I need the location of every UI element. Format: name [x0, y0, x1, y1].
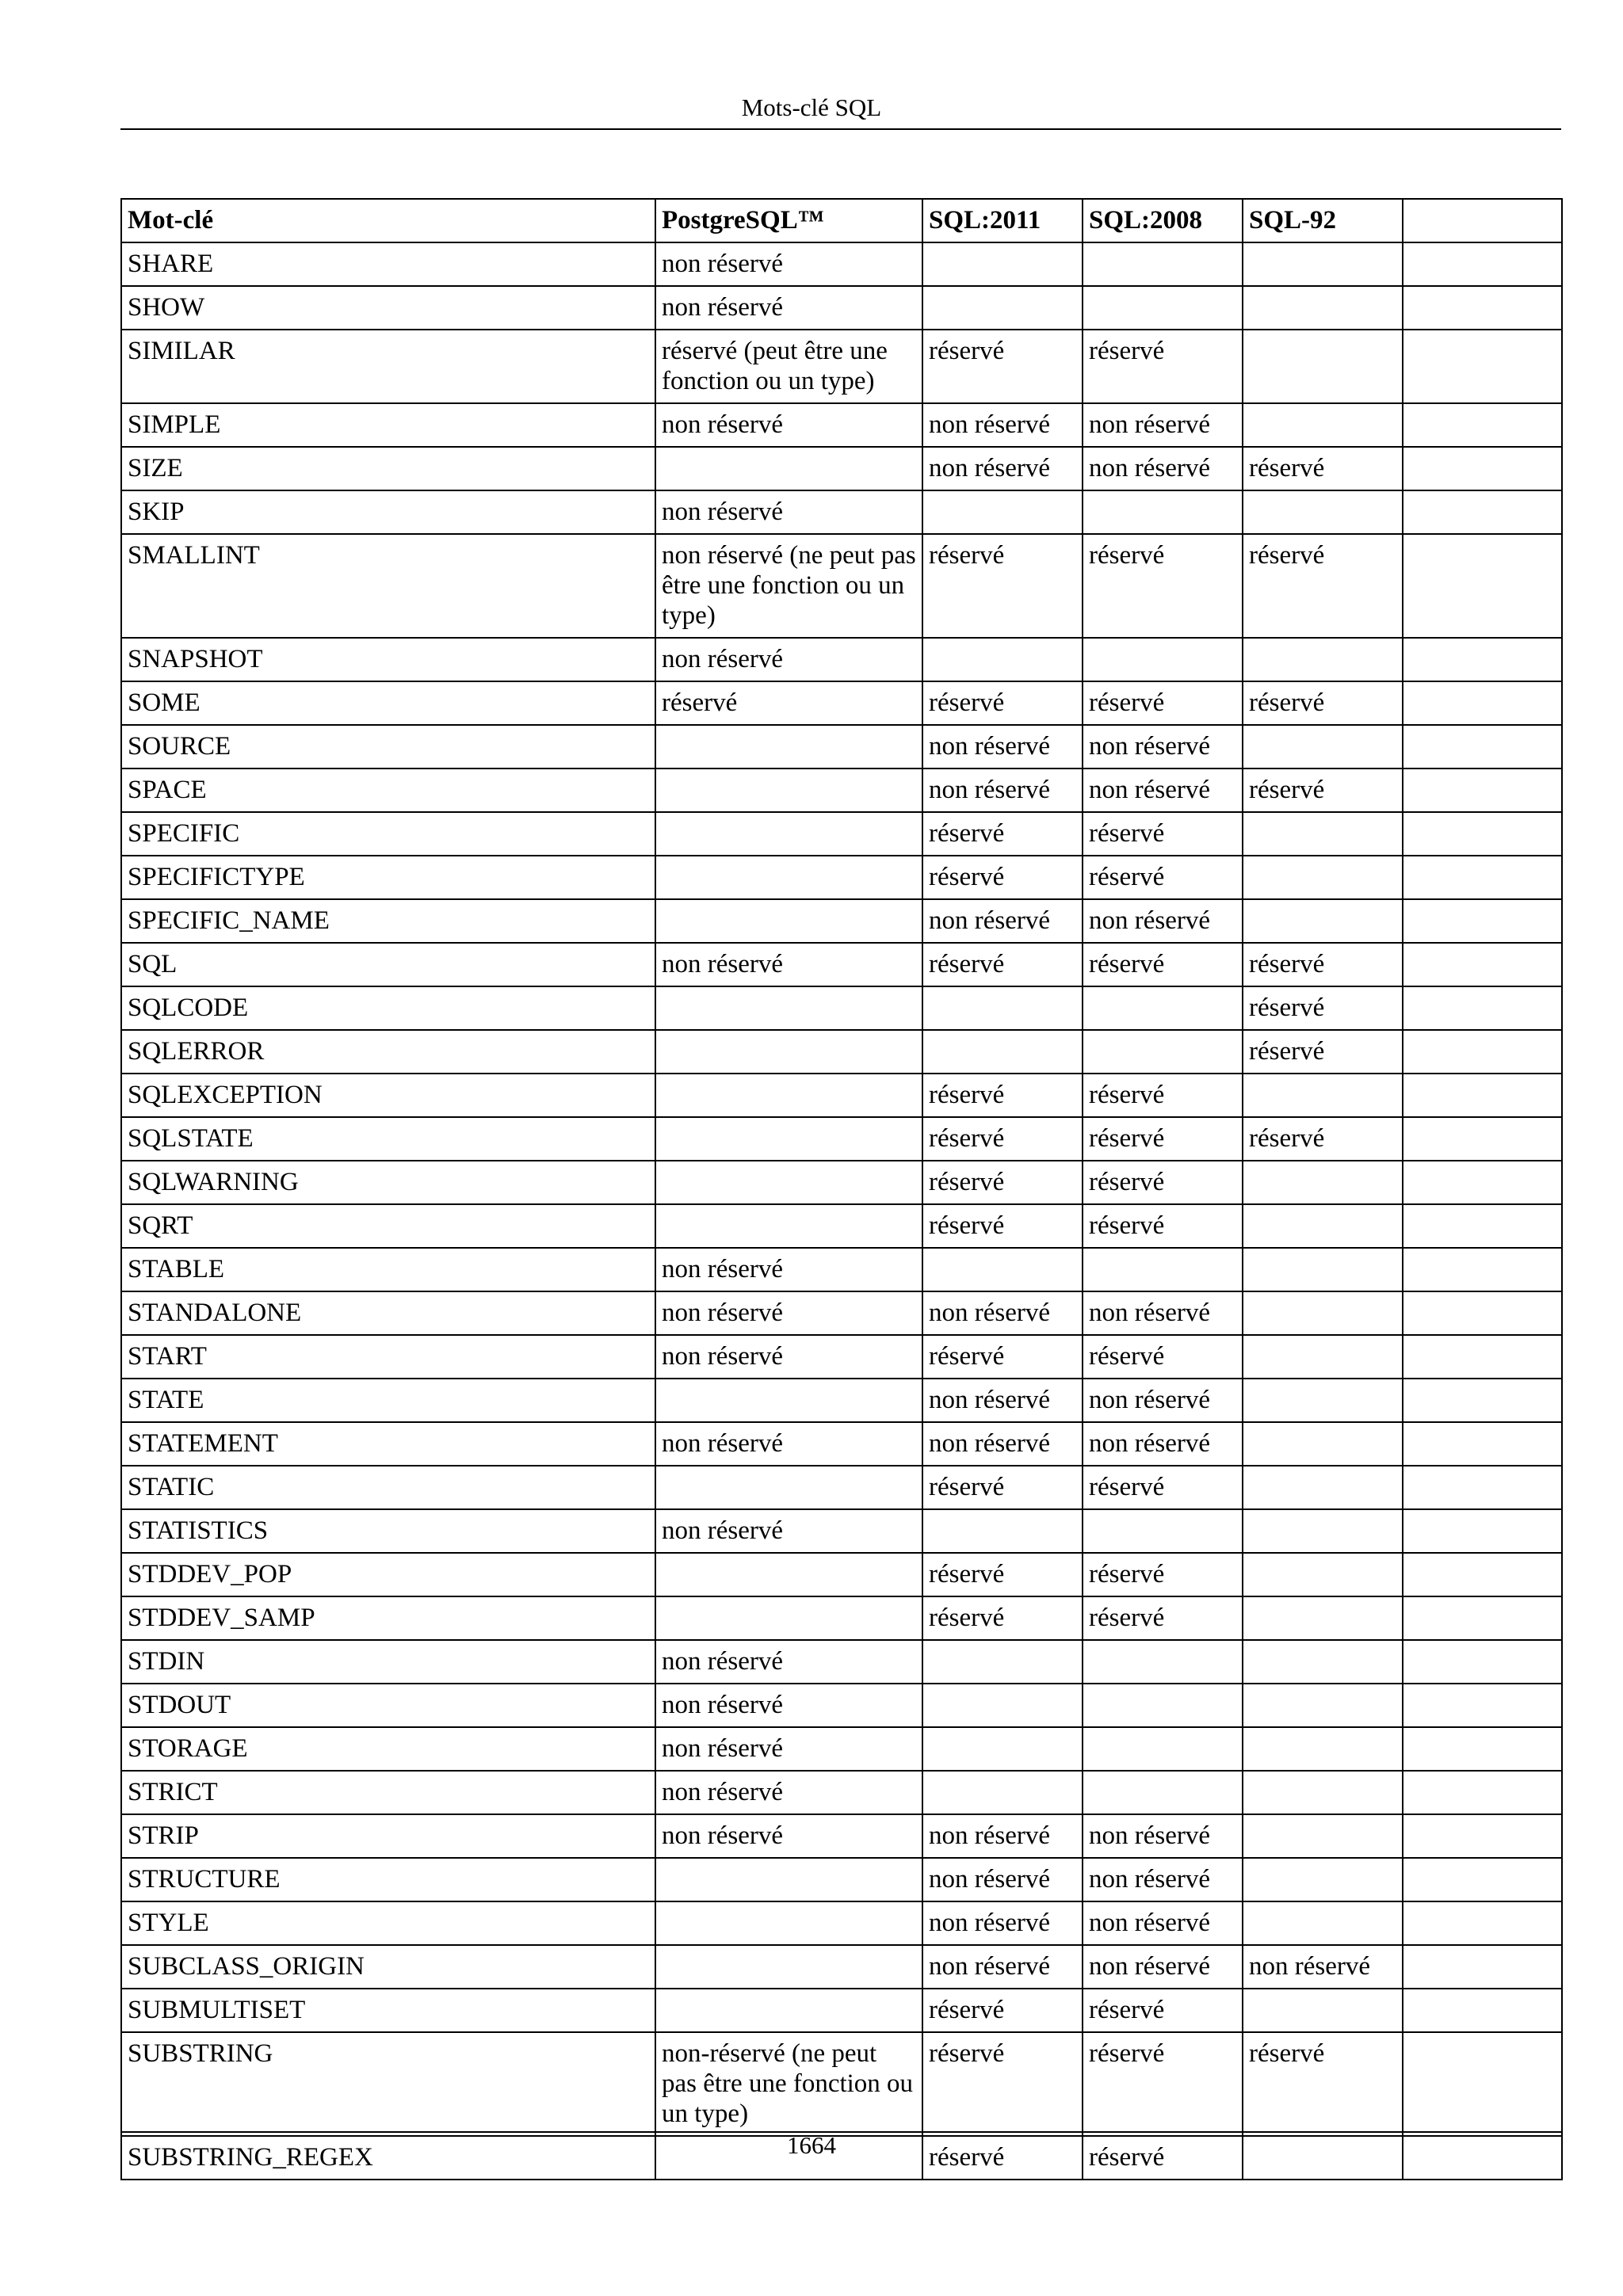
sql92-cell: [1243, 1466, 1403, 1509]
table-row: [121, 1030, 1562, 1074]
keywords-table: [120, 198, 1563, 2180]
keyword-cell: SQRT: [121, 1204, 655, 1248]
postgresql-cell: [655, 1117, 922, 1161]
sql92-cell: non réservé: [1243, 1945, 1403, 1989]
table-row: [121, 1858, 1562, 1901]
sql92-cell: [1243, 1248, 1403, 1291]
postgresql-cell: non réservé: [655, 1422, 922, 1466]
extra-cell: [1403, 1074, 1562, 1117]
sql2011-cell: réservé: [922, 1204, 1083, 1248]
extra-cell: [1403, 490, 1562, 534]
keyword-cell: STDDEV_POP: [121, 1553, 655, 1596]
sql2008-cell: réservé: [1083, 1161, 1243, 1204]
extra-cell: [1403, 1771, 1562, 1814]
sql92-cell: [1243, 1771, 1403, 1814]
sql2008-cell: [1083, 1509, 1243, 1553]
keyword-cell: STATE: [121, 1379, 655, 1422]
extra-cell: [1403, 1596, 1562, 1640]
postgresql-cell: non réservé: [655, 1684, 922, 1727]
postgresql-cell: [655, 1204, 922, 1248]
table-row: [121, 242, 1562, 286]
extra-cell: [1403, 1161, 1562, 1204]
table-row: [121, 2032, 1562, 2136]
sql92-cell: [1243, 1727, 1403, 1771]
sql2011-cell: réservé: [922, 2032, 1083, 2136]
table-row: [121, 899, 1562, 943]
header-divider: [120, 128, 1561, 130]
sql92-cell: [1243, 1858, 1403, 1901]
table-body: [121, 242, 1562, 2180]
sql2011-cell: [922, 986, 1083, 1030]
extra-cell: [1403, 1422, 1562, 1466]
postgresql-cell: non réservé: [655, 242, 922, 286]
sql2008-cell: [1083, 1727, 1243, 1771]
sql92-cell: [1243, 1989, 1403, 2032]
postgresql-cell: non réservé: [655, 1248, 922, 1291]
postgresql-cell: [655, 1989, 922, 2032]
sql92-cell: [1243, 638, 1403, 681]
sql2008-cell: [1083, 1030, 1243, 1074]
sql92-cell: [1243, 403, 1403, 447]
keyword-cell: SMALLINT: [121, 534, 655, 638]
extra-cell: [1403, 1901, 1562, 1945]
table-row: [121, 986, 1562, 1030]
extra-cell: [1403, 1466, 1562, 1509]
sql2011-cell: réservé: [922, 856, 1083, 899]
sql2011-cell: non réservé: [922, 1901, 1083, 1945]
keyword-cell: SOURCE: [121, 725, 655, 769]
keyword-cell: SHARE: [121, 242, 655, 286]
table-header-row: [121, 199, 1562, 242]
sql2011-cell: réservé: [922, 534, 1083, 638]
sql2011-cell: réservé: [922, 812, 1083, 856]
keyword-cell: SQL: [121, 943, 655, 986]
sql2011-cell: réservé: [922, 1553, 1083, 1596]
table-row: [121, 490, 1562, 534]
sql92-cell: [1243, 330, 1403, 403]
extra-cell: [1403, 1204, 1562, 1248]
sql92-cell: [1243, 1335, 1403, 1379]
keyword-cell: STATIC: [121, 1466, 655, 1509]
table-row: [121, 856, 1562, 899]
postgresql-cell: non réservé: [655, 1814, 922, 1858]
keyword-cell: STDDEV_SAMP: [121, 1596, 655, 1640]
table-row: [121, 534, 1562, 638]
sql92-cell: [1243, 1596, 1403, 1640]
keyword-cell: SUBMULTISET: [121, 1989, 655, 2032]
sql2011-cell: non réservé: [922, 1379, 1083, 1422]
keyword-cell: STDIN: [121, 1640, 655, 1684]
sql2011-cell: réservé: [922, 1161, 1083, 1204]
sql92-cell: [1243, 1814, 1403, 1858]
table-row: [121, 330, 1562, 403]
extra-cell: [1403, 1291, 1562, 1335]
sql2008-cell: [1083, 1248, 1243, 1291]
column-header-sql2011: SQL:2011: [922, 199, 1083, 242]
postgresql-cell: [655, 725, 922, 769]
sql92-cell: [1243, 1204, 1403, 1248]
sql2011-cell: [922, 638, 1083, 681]
sql2011-cell: [922, 1727, 1083, 1771]
sql92-cell: réservé: [1243, 1030, 1403, 1074]
sql2011-cell: non réservé: [922, 1291, 1083, 1335]
keyword-cell: SQLSTATE: [121, 1117, 655, 1161]
keyword-cell: SIZE: [121, 447, 655, 490]
sql92-cell: [1243, 899, 1403, 943]
keyword-cell: SIMPLE: [121, 403, 655, 447]
postgresql-cell: non réservé: [655, 1291, 922, 1335]
postgresql-cell: non réservé: [655, 490, 922, 534]
keyword-cell: STRIP: [121, 1814, 655, 1858]
keyword-cell: SKIP: [121, 490, 655, 534]
extra-cell: [1403, 403, 1562, 447]
extra-cell: [1403, 1989, 1562, 2032]
sql2008-cell: [1083, 1771, 1243, 1814]
postgresql-cell: [655, 1553, 922, 1596]
sql2008-cell: non réservé: [1083, 1901, 1243, 1945]
sql2011-cell: [922, 1684, 1083, 1727]
sql2008-cell: non réservé: [1083, 725, 1243, 769]
keyword-cell: SQLEXCEPTION: [121, 1074, 655, 1117]
extra-cell: [1403, 1640, 1562, 1684]
table-row: [121, 1291, 1562, 1335]
extra-cell: [1403, 2032, 1562, 2136]
keyword-cell: SUBSTRING_REGEX: [121, 2136, 655, 2180]
extra-cell: [1403, 1248, 1562, 1291]
postgresql-cell: [655, 1161, 922, 1204]
keyword-cell: SPACE: [121, 769, 655, 812]
table-row: [121, 812, 1562, 856]
sql92-cell: réservé: [1243, 2032, 1403, 2136]
sql2008-cell: non réservé: [1083, 447, 1243, 490]
extra-cell: [1403, 1945, 1562, 1989]
sql92-cell: [1243, 490, 1403, 534]
keyword-cell: STATISTICS: [121, 1509, 655, 1553]
table-row: [121, 1422, 1562, 1466]
postgresql-cell: non réservé (ne peut pas être une fonction ou un type): [655, 534, 922, 638]
sql2011-cell: réservé: [922, 681, 1083, 725]
sql2008-cell: non réservé: [1083, 899, 1243, 943]
sql92-cell: [1243, 1379, 1403, 1422]
sql2008-cell: réservé: [1083, 1553, 1243, 1596]
keyword-cell: SQLWARNING: [121, 1161, 655, 1204]
sql2011-cell: [922, 1771, 1083, 1814]
sql2008-cell: réservé: [1083, 1117, 1243, 1161]
table-row: [121, 1509, 1562, 1553]
postgresql-cell: non réservé: [655, 943, 922, 986]
postgresql-cell: [655, 899, 922, 943]
table-row: [121, 1379, 1562, 1422]
sql2011-cell: non réservé: [922, 899, 1083, 943]
sql2008-cell: [1083, 638, 1243, 681]
column-header-keyword: Mot-clé: [121, 199, 655, 242]
sql2008-cell: [1083, 490, 1243, 534]
extra-cell: [1403, 725, 1562, 769]
extra-cell: [1403, 681, 1562, 725]
extra-cell: [1403, 286, 1562, 330]
sql92-cell: réservé: [1243, 1117, 1403, 1161]
keyword-cell: SPECIFICTYPE: [121, 856, 655, 899]
sql2011-cell: non réservé: [922, 403, 1083, 447]
keyword-cell: SIMILAR: [121, 330, 655, 403]
sql2008-cell: non réservé: [1083, 1291, 1243, 1335]
sql2011-cell: réservé: [922, 1335, 1083, 1379]
keyword-cell: SOME: [121, 681, 655, 725]
sql92-cell: réservé: [1243, 943, 1403, 986]
sql2008-cell: [1083, 1684, 1243, 1727]
sql2008-cell: réservé: [1083, 1466, 1243, 1509]
sql2008-cell: [1083, 986, 1243, 1030]
sql2008-cell: réservé: [1083, 1335, 1243, 1379]
postgresql-cell: [655, 856, 922, 899]
postgresql-cell: non réservé: [655, 1640, 922, 1684]
postgresql-cell: non réservé: [655, 403, 922, 447]
sql92-cell: réservé: [1243, 769, 1403, 812]
postgresql-cell: [655, 812, 922, 856]
table-row: [121, 1684, 1562, 1727]
sql2011-cell: réservé: [922, 1117, 1083, 1161]
postgresql-cell: [655, 1901, 922, 1945]
table-row: [121, 1466, 1562, 1509]
extra-cell: [1403, 812, 1562, 856]
table-row: [121, 1901, 1562, 1945]
sql2011-cell: non réservé: [922, 447, 1083, 490]
sql92-cell: [1243, 1291, 1403, 1335]
extra-cell: [1403, 242, 1562, 286]
table-row: [121, 725, 1562, 769]
sql2011-cell: non réservé: [922, 769, 1083, 812]
sql2011-cell: [922, 490, 1083, 534]
keyword-cell: STORAGE: [121, 1727, 655, 1771]
sql92-cell: réservé: [1243, 534, 1403, 638]
sql92-cell: [1243, 1553, 1403, 1596]
extra-cell: [1403, 1335, 1562, 1379]
extra-cell: [1403, 1858, 1562, 1901]
sql2008-cell: non réservé: [1083, 1945, 1243, 1989]
sql2008-cell: [1083, 1640, 1243, 1684]
table-row: [121, 1771, 1562, 1814]
sql92-cell: [1243, 1684, 1403, 1727]
sql2008-cell: réservé: [1083, 2032, 1243, 2136]
sql2011-cell: réservé: [922, 2136, 1083, 2180]
sql2011-cell: non réservé: [922, 1422, 1083, 1466]
sql2008-cell: réservé: [1083, 856, 1243, 899]
sql92-cell: [1243, 812, 1403, 856]
table-row: [121, 1074, 1562, 1117]
sql92-cell: [1243, 1422, 1403, 1466]
column-header-postgresql: PostgreSQL™: [655, 199, 922, 242]
table-row: [121, 681, 1562, 725]
sql2008-cell: non réservé: [1083, 403, 1243, 447]
sql2008-cell: réservé: [1083, 1596, 1243, 1640]
sql2008-cell: non réservé: [1083, 1814, 1243, 1858]
column-header-sql92: SQL-92: [1243, 199, 1403, 242]
sql2008-cell: non réservé: [1083, 1379, 1243, 1422]
extra-cell: [1403, 534, 1562, 638]
keyword-cell: STABLE: [121, 1248, 655, 1291]
table-row: [121, 1204, 1562, 1248]
table-row: [121, 286, 1562, 330]
extra-cell: [1403, 638, 1562, 681]
sql2011-cell: [922, 1509, 1083, 1553]
sql2008-cell: [1083, 286, 1243, 330]
keyword-cell: START: [121, 1335, 655, 1379]
sql2011-cell: [922, 286, 1083, 330]
sql2011-cell: non réservé: [922, 1814, 1083, 1858]
sql2011-cell: réservé: [922, 1466, 1083, 1509]
sql2008-cell: non réservé: [1083, 1858, 1243, 1901]
postgresql-cell: non réservé: [655, 1509, 922, 1553]
postgresql-cell: non réservé: [655, 1771, 922, 1814]
postgresql-cell: [655, 1466, 922, 1509]
extra-cell: [1403, 899, 1562, 943]
keyword-cell: SHOW: [121, 286, 655, 330]
postgresql-cell: non réservé: [655, 286, 922, 330]
postgresql-cell: non réservé: [655, 638, 922, 681]
postgresql-cell: [655, 447, 922, 490]
postgresql-cell: non réservé: [655, 1727, 922, 1771]
keyword-cell: SPECIFIC_NAME: [121, 899, 655, 943]
keyword-cell: SPECIFIC: [121, 812, 655, 856]
sql2011-cell: [922, 242, 1083, 286]
extra-cell: [1403, 1814, 1562, 1858]
table-row: [121, 1335, 1562, 1379]
table-row: [121, 1596, 1562, 1640]
keyword-cell: STANDALONE: [121, 1291, 655, 1335]
table-row: [121, 943, 1562, 986]
table-row: [121, 1945, 1562, 1989]
extra-cell: [1403, 1379, 1562, 1422]
sql2011-cell: réservé: [922, 1596, 1083, 1640]
postgresql-cell: non réservé: [655, 1335, 922, 1379]
sql92-cell: [1243, 856, 1403, 899]
sql2011-cell: non réservé: [922, 725, 1083, 769]
sql2011-cell: réservé: [922, 1074, 1083, 1117]
keyword-cell: STRICT: [121, 1771, 655, 1814]
sql92-cell: [1243, 1074, 1403, 1117]
keyword-cell: STYLE: [121, 1901, 655, 1945]
table-row: [121, 1161, 1562, 1204]
extra-cell: [1403, 856, 1562, 899]
extra-cell: [1403, 1684, 1562, 1727]
extra-cell: [1403, 1727, 1562, 1771]
sql92-cell: réservé: [1243, 681, 1403, 725]
keyword-cell: SUBCLASS_ORIGIN: [121, 1945, 655, 1989]
table-row: [121, 1814, 1562, 1858]
sql92-cell: [1243, 286, 1403, 330]
table-row: [121, 1117, 1562, 1161]
keyword-cell: STATEMENT: [121, 1422, 655, 1466]
sql2008-cell: non réservé: [1083, 769, 1243, 812]
table-row: [121, 769, 1562, 812]
keyword-cell: SQLCODE: [121, 986, 655, 1030]
sql2011-cell: [922, 1248, 1083, 1291]
sql2011-cell: [922, 1030, 1083, 1074]
extra-cell: [1403, 769, 1562, 812]
sql2008-cell: réservé: [1083, 2136, 1243, 2180]
sql2008-cell: réservé: [1083, 943, 1243, 986]
sql2008-cell: réservé: [1083, 1204, 1243, 1248]
sql92-cell: réservé: [1243, 447, 1403, 490]
sql92-cell: réservé: [1243, 986, 1403, 1030]
sql2011-cell: réservé: [922, 330, 1083, 403]
extra-cell: [1403, 447, 1562, 490]
sql92-cell: [1243, 1640, 1403, 1684]
postgresql-cell: [655, 1596, 922, 1640]
sql2011-cell: réservé: [922, 943, 1083, 986]
keyword-cell: STDOUT: [121, 1684, 655, 1727]
table-row: [121, 1553, 1562, 1596]
postgresql-cell: [655, 1945, 922, 1989]
table-row: [121, 447, 1562, 490]
sql2011-cell: non réservé: [922, 1945, 1083, 1989]
sql2011-cell: réservé: [922, 1989, 1083, 2032]
extra-cell: [1403, 943, 1562, 986]
sql92-cell: [1243, 1901, 1403, 1945]
sql2008-cell: réservé: [1083, 534, 1243, 638]
postgresql-cell: [655, 986, 922, 1030]
postgresql-cell: réservé (peut être une fonction ou un type): [655, 330, 922, 403]
extra-cell: [1403, 330, 1562, 403]
keyword-cell: SUBSTRING: [121, 2032, 655, 2136]
sql2011-cell: non réservé: [922, 1858, 1083, 1901]
sql2008-cell: réservé: [1083, 330, 1243, 403]
keyword-cell: SQLERROR: [121, 1030, 655, 1074]
table-row: [121, 1727, 1562, 1771]
postgresql-cell: réservé: [655, 681, 922, 725]
extra-cell: [1403, 1030, 1562, 1074]
column-header-sql2008: SQL:2008: [1083, 199, 1243, 242]
sql2008-cell: non réservé: [1083, 1422, 1243, 1466]
page-header-title: Mots-clé SQL: [741, 93, 882, 121]
sql92-cell: [1243, 725, 1403, 769]
table-row: [121, 403, 1562, 447]
sql92-cell: [1243, 242, 1403, 286]
postgresql-cell: [655, 1379, 922, 1422]
postgresql-cell: [655, 1030, 922, 1074]
extra-cell: [1403, 1509, 1562, 1553]
sql2008-cell: réservé: [1083, 681, 1243, 725]
sql2008-cell: réservé: [1083, 1074, 1243, 1117]
table-row: [121, 1640, 1562, 1684]
postgresql-cell: [655, 769, 922, 812]
keyword-cell: SNAPSHOT: [121, 638, 655, 681]
sql92-cell: [1243, 1161, 1403, 1204]
keyword-cell: STRUCTURE: [121, 1858, 655, 1901]
extra-cell: [1403, 986, 1562, 1030]
postgresql-cell: [655, 1858, 922, 1901]
sql2008-cell: réservé: [1083, 1989, 1243, 2032]
page-number: 1664: [787, 2131, 836, 2159]
sql92-cell: [1243, 1509, 1403, 1553]
sql2011-cell: [922, 1640, 1083, 1684]
table-row: [121, 1989, 1562, 2032]
sql2008-cell: [1083, 242, 1243, 286]
table-row: [121, 638, 1562, 681]
column-header-extra: [1403, 199, 1562, 242]
table-row: [121, 1248, 1562, 1291]
sql2008-cell: réservé: [1083, 812, 1243, 856]
postgresql-cell: [655, 1074, 922, 1117]
extra-cell: [1403, 1553, 1562, 1596]
postgresql-cell: non-réservé (ne peut pas être une fonction ou un type): [655, 2032, 922, 2136]
extra-cell: [1403, 1117, 1562, 1161]
